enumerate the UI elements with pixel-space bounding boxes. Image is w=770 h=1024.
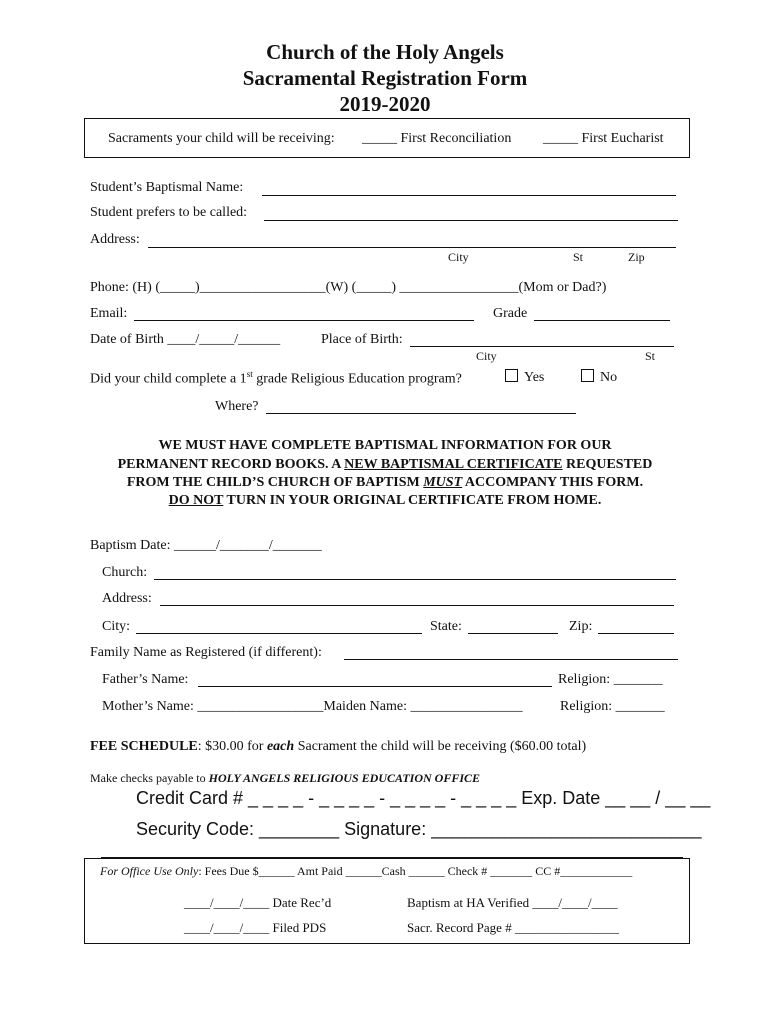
form-year: 2019-2020 xyxy=(339,92,431,116)
date-received-field[interactable]: ____/____/____ Date Rec’d xyxy=(184,895,332,910)
sacraments-label: Sacraments your child will be receiving: xyxy=(108,131,335,146)
no-checkbox[interactable]: No xyxy=(581,369,617,386)
family-name-label: Family Name as Registered (if different): xyxy=(90,645,322,660)
yes-checkbox[interactable]: Yes xyxy=(505,369,544,386)
mother-name-field[interactable]: Mother’s Name: __________________Maiden Name: ________________ xyxy=(102,699,523,714)
baptism-zip-field[interactable] xyxy=(598,633,674,634)
baptism-state-field[interactable] xyxy=(468,633,558,634)
date-of-birth-field[interactable]: Date of Birth ____/_____/______ xyxy=(90,332,281,347)
fee-schedule: FEE SCHEDULE: $30.00 for each Sacrament the child will be receiving ($60.00 total) xyxy=(90,739,587,754)
email-label: Email: xyxy=(90,306,128,321)
baptismal-name-field[interactable] xyxy=(262,195,676,196)
where-label: Where? xyxy=(215,399,259,414)
notice-line-3: FROM THE CHILD’S CHURCH OF BAPTISM MUST ACCOMPANY THIS FORM. xyxy=(126,475,644,490)
office-fees-line: For Office Use Only: Fees Due $______ Amt Paid ______Cash ______ Check # _______ CC #____________ xyxy=(100,864,633,878)
baptism-address-field[interactable] xyxy=(160,605,674,606)
grade-field[interactable] xyxy=(534,320,670,321)
baptism-verified-field[interactable]: Baptism at HA Verified ____/____/____ xyxy=(407,895,618,910)
address-field[interactable] xyxy=(148,247,676,248)
place-of-birth-label: Place of Birth: xyxy=(321,332,403,347)
notice-line-4: DO NOT TURN IN YOUR ORIGINAL CERTIFICATE FROM HOME. xyxy=(168,493,602,508)
baptism-church-label: Church: xyxy=(102,565,148,580)
state-caption: St xyxy=(573,250,584,264)
baptism-state-label: State: xyxy=(430,619,462,634)
zip-caption: Zip xyxy=(628,250,645,264)
phone-field[interactable]: Phone: (H) (_____)__________________(W) (_____) _________________(Mom or Dad?) xyxy=(90,280,607,295)
grade-label: Grade xyxy=(493,306,528,321)
preferred-name-field[interactable] xyxy=(264,220,678,221)
notice-line-2: PERMANENT RECORD BOOKS. A NEW BAPTISMAL CERTIFICATE REQUESTED xyxy=(117,457,653,472)
checks-payable: Make checks payable to HOLY ANGELS RELIGIOUS EDUCATION OFFICE xyxy=(90,771,481,785)
preferred-name-label: Student prefers to be called: xyxy=(90,205,248,220)
baptismal-name-label: Student’s Baptismal Name: xyxy=(90,180,244,195)
credit-card-field[interactable]: Credit Card # _ _ _ _ - _ _ _ _ - _ _ _ _ - _ _ _ _ Exp. Date __ __ / __ __ xyxy=(136,788,711,808)
record-page-field[interactable]: Sacr. Record Page # ________________ xyxy=(407,920,619,935)
father-religion-field[interactable]: Religion: _______ xyxy=(558,672,663,687)
city-caption: City xyxy=(448,250,469,264)
filed-pds-field[interactable]: ____/____/____ Filed PDS xyxy=(184,920,327,935)
birth-state-caption: St xyxy=(645,349,656,363)
notice-line-1: WE MUST HAVE COMPLETE BAPTISMAL INFORMATION FOR OUR xyxy=(158,438,612,453)
baptism-church-field[interactable] xyxy=(154,579,676,580)
form-title-church: Church of the Holy Angels xyxy=(266,40,504,64)
father-name-label: Father’s Name: xyxy=(102,672,189,687)
checkbox-icon xyxy=(581,369,594,382)
baptism-address-label: Address: xyxy=(102,591,152,606)
email-field[interactable] xyxy=(134,320,474,321)
father-name-field[interactable] xyxy=(198,686,552,687)
birth-city-caption: City xyxy=(476,349,497,363)
baptism-zip-label: Zip: xyxy=(569,619,593,634)
baptism-city-field[interactable] xyxy=(136,633,422,634)
mother-religion-field[interactable]: Religion: _______ xyxy=(560,699,665,714)
baptism-date-field[interactable]: Baptism Date: ______/_______/_______ xyxy=(90,538,322,553)
family-name-field[interactable] xyxy=(344,659,678,660)
first-eucharist-option[interactable]: _____ First Eucharist xyxy=(543,131,664,146)
place-of-birth-field[interactable] xyxy=(410,346,674,347)
first-reconciliation-option[interactable]: _____ First Reconciliation xyxy=(362,131,512,146)
security-signature-field[interactable]: Security Code: ________ Signature: ___________________________ xyxy=(136,819,702,839)
checkbox-icon xyxy=(505,369,518,382)
where-field[interactable] xyxy=(266,413,576,414)
form-title: Sacramental Registration Form xyxy=(242,66,528,90)
baptism-city-label: City: xyxy=(102,619,131,634)
religious-education-question: Did your child complete a 1st grade Religious Education program? xyxy=(90,369,462,387)
address-label: Address: xyxy=(90,232,140,247)
